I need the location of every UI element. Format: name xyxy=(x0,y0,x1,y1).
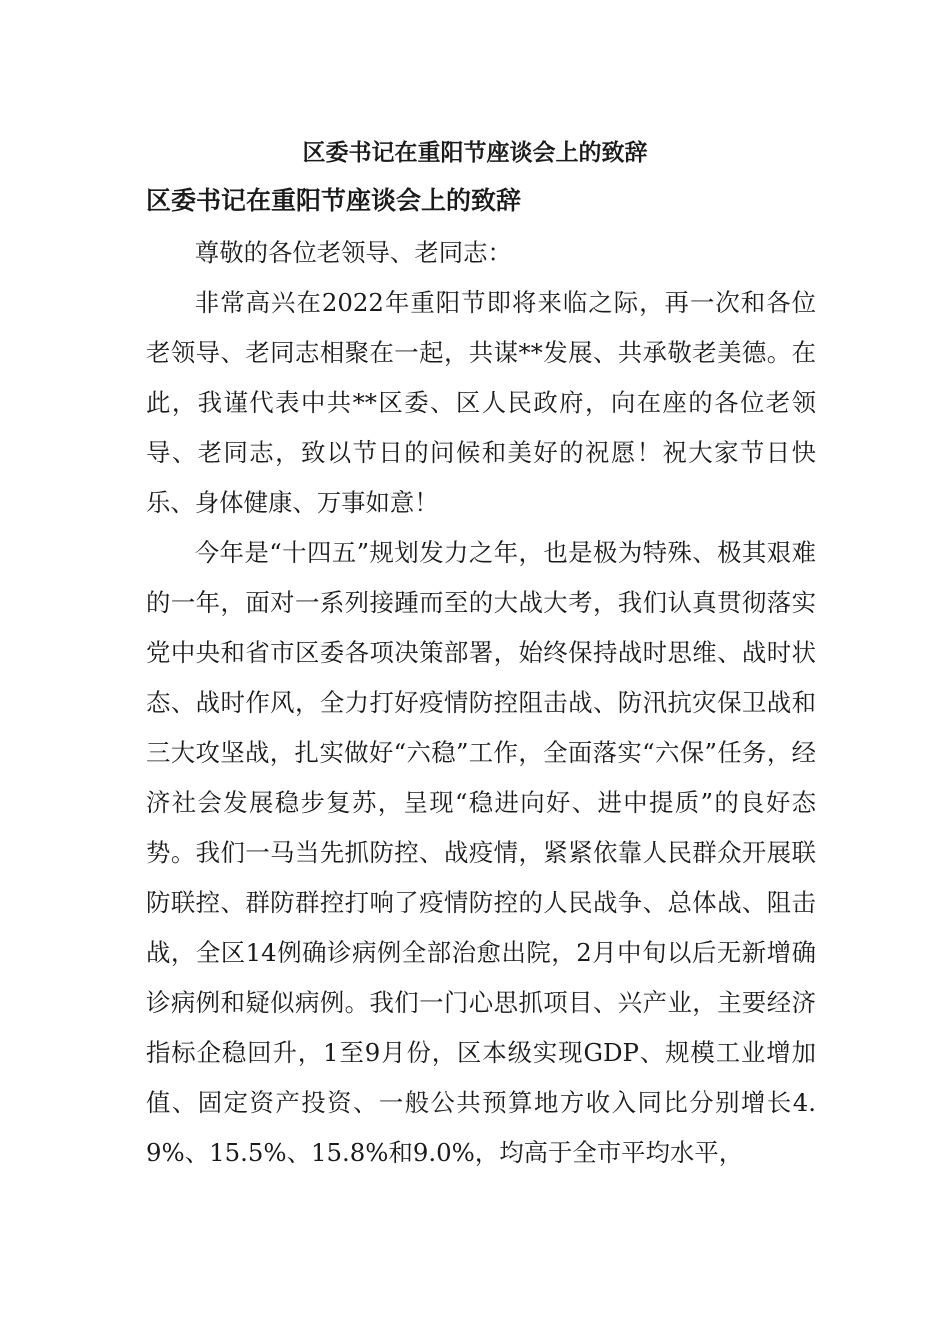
speech-heading: 区委书记在重阳节座谈会上的致辞 xyxy=(146,186,522,215)
salutation-paragraph: 尊敬的各位老领导、老同志： xyxy=(194,238,512,267)
speech-body xyxy=(146,228,816,1178)
review-paragraph: 今年是“十四五”规划发力之年，也是极为特殊、极其艰难的一年，面对一系列接踵而至的大战大考，我们认真贯彻落实党中央和省市区委各项决策部署，始终保持战时思维、战时状态、战时作风，全力打好疫情防控阻击战、防汛抗灾保卫战和三大攻坚战，扎实做好“六稳”工作，全面落实“六保”任务，经济社会发展稳步复苏，呈现“稳进向好、进中提质”的良好态势。我们一马当先抓防控、战疫情，紧紧依靠人民群众开展联防联控、群防群控打响了疫情防控的人民战争、总体战、阻击战，全区14例确诊病例全部治愈出院，2月中旬以后无新增确诊病例和疑似病例。我们一门心思抓项目、兴产业，主要经济指标企稳回升，1至9月份，区本级实现GDP、规模工业增加值、固定资产投资、一般公共预算地方收入同比分别增长4.9%、15.5%、15.8%和9.0%，均高于全市平均水平， xyxy=(146,538,816,1167)
greeting-paragraph: 非常高兴在2022年重阳节即将来临之际，再一次和各位老领导、老同志相聚在一起，共谋**发展、共承敬老美德。在此，我谨代表中共**区委、区人民政府，向在座的各位老领导、老同志，致以节日的问候和美好的祝愿！祝大家节日快乐、身体健康、万事如意！ xyxy=(146,288,816,517)
document-title: 区委书记在重阳节座谈会上的致辞 xyxy=(302,139,648,166)
